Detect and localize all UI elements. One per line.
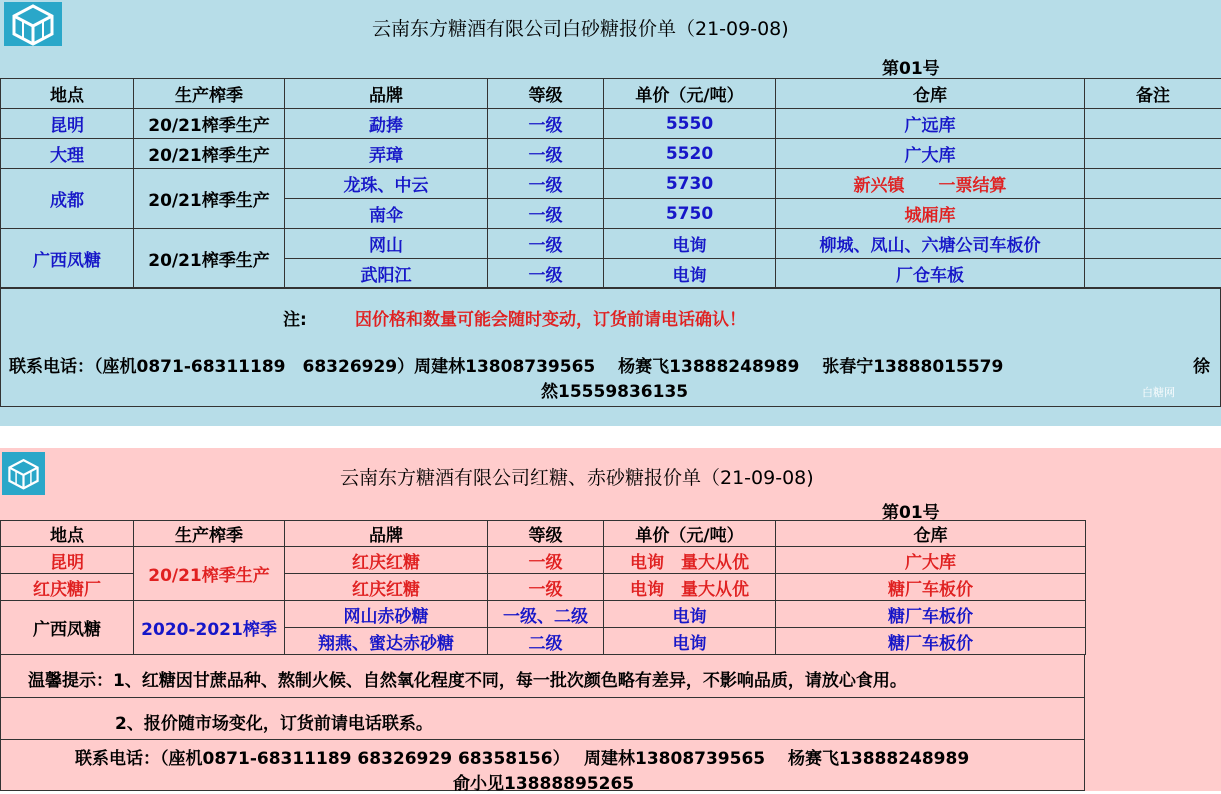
brown-sheet-title: 云南东方糖酒有限公司红糖、赤砂糖报价单（21-09-08) [340, 463, 814, 490]
cell-place: 昆明 [1, 547, 134, 574]
header-warehouse: 仓库 [776, 79, 1085, 109]
cell-place: 红庆糖厂 [1, 574, 134, 601]
white-note-text: 因价格和数量可能会随时变动，订货前请电话确认！ [355, 305, 746, 330]
header-grade: 等级 [488, 521, 604, 547]
cell-price: 电询 [604, 601, 776, 628]
cell-season: 2020-2021榨季 [134, 601, 285, 655]
cell-grade: 一级 [488, 259, 604, 289]
cell-grade: 一级 [488, 574, 604, 601]
cell-warehouse: 广大库 [776, 547, 1086, 574]
cell-place: 广西凤糖 [1, 229, 134, 289]
table-header-row [1, 79, 1221, 109]
cell-season: 20/21榨季生产 [134, 547, 285, 601]
company-logo-icon [2, 452, 45, 495]
white-contact-line1: 联系电话：（座机0871-68311189 68326929）周建林13808739565 杨赛飞13888248989 张春宁13888015579 [9, 352, 1003, 377]
cell-warehouse: 厂仓车板 [776, 259, 1085, 289]
header-season: 生产榨季 [134, 521, 285, 547]
cell-season: 20/21榨季生产 [134, 229, 285, 289]
company-logo-icon [4, 2, 62, 46]
cell-season: 20/21榨季生产 [134, 139, 285, 169]
cell-price: 5730 [604, 169, 776, 199]
cell-grade: 一级 [488, 169, 604, 199]
cell-grade: 一级 [488, 199, 604, 229]
cell-grade: 一级 [488, 229, 604, 259]
table-row [1, 109, 1221, 139]
header-price: 单价（元/吨） [604, 79, 776, 109]
cell-warehouse: 广远库 [776, 109, 1085, 139]
cell-price: 5550 [604, 109, 776, 139]
cell-price: 电询 [604, 229, 776, 259]
cell-grade: 一级 [488, 139, 604, 169]
table-row [1, 547, 1086, 574]
cell-place: 大理 [1, 139, 134, 169]
cell-price: 电询 量大从优 [604, 574, 776, 601]
cell-brand: 网山 [285, 229, 488, 259]
cell-warehouse: 糖厂车板价 [776, 628, 1086, 655]
cell-brand: 红庆红糖 [285, 574, 488, 601]
white-price-table [0, 78, 1221, 289]
cell-price: 电询 量大从优 [604, 547, 776, 574]
cell-remark [1085, 229, 1221, 259]
cell-season: 20/21榨季生产 [134, 169, 285, 229]
cell-brand: 武阳江 [285, 259, 488, 289]
cell-place: 昆明 [1, 109, 134, 139]
cell-warehouse: 糖厂车板价 [776, 574, 1086, 601]
cell-remark [1085, 169, 1221, 199]
table-row [1, 169, 1221, 199]
cell-grade: 二级 [488, 628, 604, 655]
cell-warehouse: 新兴镇 一票结算 [776, 169, 1085, 199]
white-sheet-title: 云南东方糖酒有限公司白砂糖报价单（21-09-08) [372, 14, 789, 41]
cell-price: 电询 [604, 259, 776, 289]
cell-brand: 龙珠、中云 [285, 169, 488, 199]
cell-brand: 弄璋 [285, 139, 488, 169]
brown-contact-line1: 联系电话：（座机0871-68311189 68326929 68358156） 周建林13808739565 杨赛飞13888248989 [75, 744, 969, 769]
header-brand: 品牌 [285, 79, 488, 109]
cell-price: 电询 [604, 628, 776, 655]
table-row [1, 601, 1086, 628]
cell-warehouse: 广大库 [776, 139, 1085, 169]
tip-2: 2、报价随市场变化，订货前请电话联系。 [115, 709, 433, 734]
brown-sheet-serial: 第01号 [882, 498, 940, 523]
cell-remark [1085, 199, 1221, 229]
tip-1: 温馨提示：1、红糖因甘蔗品种、熬制火候、自然氧化程度不同，每一批次颜色略有差异，不影响品质，请放心食用。 [28, 666, 907, 691]
header-place: 地点 [1, 521, 134, 547]
white-sheet-serial: 第01号 [882, 54, 940, 79]
cell-grade: 一级、二级 [488, 601, 604, 628]
cell-season: 20/21榨季生产 [134, 109, 285, 139]
table-row [1, 139, 1221, 169]
header-remark: 备注 [1085, 79, 1221, 109]
header-price: 单价（元/吨） [604, 521, 776, 547]
cell-place: 广西凤糖 [1, 601, 134, 655]
cell-brand: 翔燕、蜜达赤砂糖 [285, 628, 488, 655]
brown-price-table [0, 520, 1086, 655]
header-brand: 品牌 [285, 521, 488, 547]
white-contact-line2: 然15559836135 [541, 377, 688, 402]
cell-brand: 勐捧 [285, 109, 488, 139]
cell-brand: 红庆红糖 [285, 547, 488, 574]
brown-sugar-sheet [0, 448, 1221, 791]
cell-remark [1085, 259, 1221, 289]
cell-warehouse: 糖厂车板价 [776, 601, 1086, 628]
header-warehouse: 仓库 [776, 521, 1086, 547]
watermark: 白糖网 [1142, 384, 1175, 400]
cell-brand: 网山赤砂糖 [285, 601, 488, 628]
cell-remark [1085, 109, 1221, 139]
table-row [1, 229, 1221, 259]
cell-price: 5750 [604, 199, 776, 229]
white-note-label: 注: [283, 305, 307, 330]
header-place: 地点 [1, 79, 134, 109]
cell-place: 成都 [1, 169, 134, 229]
cell-remark [1085, 139, 1221, 169]
cell-brand: 南伞 [285, 199, 488, 229]
brown-contact-line2: 俞小见13888895265 [453, 769, 634, 794]
cell-warehouse: 柳城、凤山、六塘公司车板价 [776, 229, 1085, 259]
table-header-row [1, 521, 1086, 547]
cell-grade: 一级 [488, 109, 604, 139]
cell-price: 5520 [604, 139, 776, 169]
cell-warehouse: 城厢库 [776, 199, 1085, 229]
white-contact-line1-tail: 徐 [1193, 352, 1210, 377]
header-grade: 等级 [488, 79, 604, 109]
cell-grade: 一级 [488, 547, 604, 574]
header-season: 生产榨季 [134, 79, 285, 109]
